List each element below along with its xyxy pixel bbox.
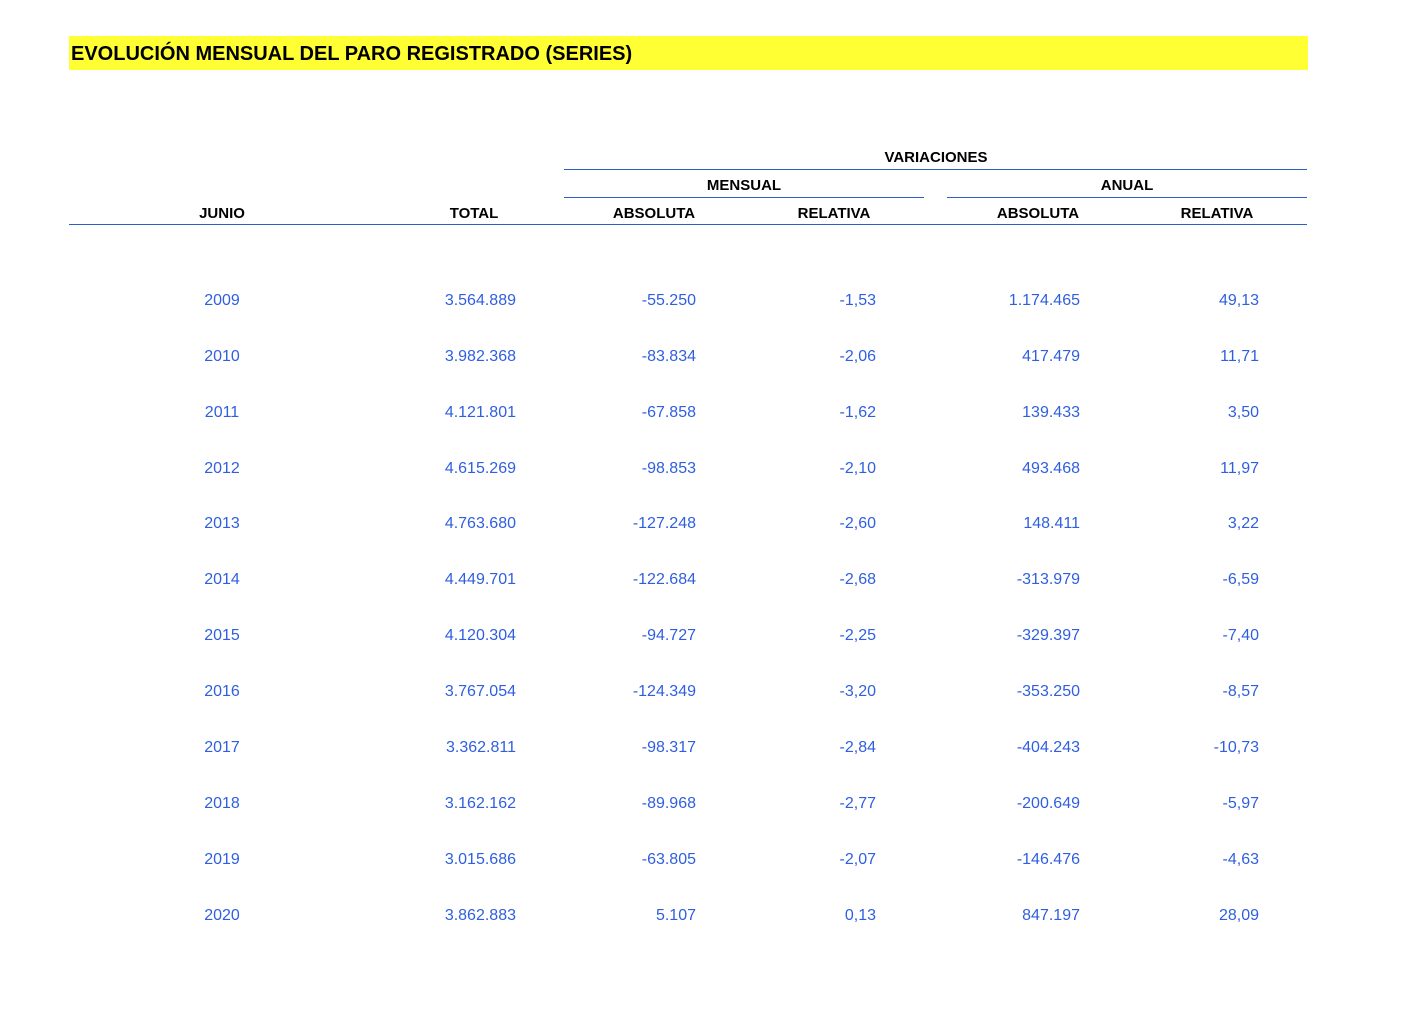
table-row: [0, 739, 1418, 763]
cell-mensual-absoluta: -127.248: [632, 515, 696, 532]
cell-mensual-relativa: -2,77: [839, 795, 876, 812]
cell-mensual-relativa: -2,84: [839, 739, 876, 756]
header-mensual-relativa: RELATIVA: [797, 205, 871, 222]
cell-mensual-absoluta: -98.317: [641, 739, 696, 756]
table-row: [0, 851, 1418, 875]
cell-anual-relativa: 3,22: [1227, 515, 1259, 532]
cell-year: 2018: [204, 795, 240, 812]
cell-mensual-relativa: -2,06: [839, 348, 876, 365]
cell-anual-absoluta: 417.479: [1022, 348, 1080, 365]
cell-anual-relativa: 49,13: [1218, 292, 1259, 309]
header-anual-absoluta: ABSOLUTA: [996, 205, 1080, 222]
cell-anual-absoluta: -146.476: [1016, 851, 1080, 868]
cell-anual-absoluta: 847.197: [1022, 907, 1080, 924]
cell-total: 3.162.162: [444, 795, 516, 812]
cell-year: 2009: [204, 292, 240, 309]
cell-anual-absoluta: -200.649: [1016, 795, 1080, 812]
table-row: [0, 627, 1418, 651]
cell-anual-relativa: -4,63: [1222, 851, 1259, 868]
cell-mensual-absoluta: -63.805: [641, 851, 696, 868]
cell-anual-absoluta: -313.979: [1016, 571, 1080, 588]
cell-total: 3.862.883: [444, 907, 516, 924]
header-mensual-absoluta: ABSOLUTA: [612, 205, 696, 222]
cell-year: 2016: [204, 683, 240, 700]
cell-total: 4.120.304: [444, 627, 516, 644]
cell-mensual-relativa: 0,13: [844, 907, 876, 924]
cell-mensual-absoluta: -83.834: [641, 348, 696, 365]
header-anual: ANUAL: [1100, 177, 1154, 194]
cell-mensual-relativa: -2,60: [839, 515, 876, 532]
cell-year: 2019: [204, 851, 240, 868]
cell-mensual-absoluta: 5.107: [655, 907, 696, 924]
cell-anual-absoluta: -404.243: [1016, 739, 1080, 756]
cell-mensual-relativa: -1,53: [839, 292, 876, 309]
page-title: EVOLUCIÓN MENSUAL DEL PARO REGISTRADO (SERIES): [71, 43, 633, 65]
table-row: [0, 683, 1418, 707]
cell-mensual-relativa: -3,20: [839, 683, 876, 700]
cell-total: 3.767.054: [444, 683, 516, 700]
cell-mensual-relativa: -2,07: [839, 851, 876, 868]
cell-total: 4.449.701: [444, 571, 516, 588]
title-bar: [69, 36, 1308, 70]
cell-total: 3.015.686: [444, 851, 516, 868]
cell-anual-absoluta: 148.411: [1023, 515, 1080, 532]
cell-mensual-absoluta: -98.853: [641, 460, 696, 477]
cell-total: 3.362.811: [446, 739, 516, 756]
table-row: [0, 460, 1418, 484]
cell-year: 2014: [204, 571, 240, 588]
cell-anual-relativa: -10,73: [1213, 739, 1259, 756]
cell-mensual-absoluta: -67.858: [641, 404, 696, 421]
cell-mensual-absoluta: -89.968: [641, 795, 696, 812]
cell-anual-absoluta: 1.174.465: [1008, 292, 1080, 309]
cell-anual-relativa: -8,57: [1222, 683, 1259, 700]
cell-mensual-relativa: -2,10: [839, 460, 876, 477]
cell-mensual-absoluta: -122.684: [632, 571, 696, 588]
header-anual-relativa: RELATIVA: [1180, 205, 1254, 222]
cell-anual-relativa: -6,59: [1222, 571, 1259, 588]
rule-anual: [947, 197, 1307, 198]
cell-anual-absoluta: 493.468: [1022, 460, 1080, 477]
cell-year: 2011: [204, 404, 240, 421]
cell-year: 2013: [204, 515, 240, 532]
table-row: [0, 515, 1418, 539]
table-row: [0, 571, 1418, 595]
cell-mensual-absoluta: -55.250: [641, 292, 696, 309]
cell-mensual-absoluta: -94.727: [641, 627, 696, 644]
header-variaciones: VARIACIONES: [884, 149, 988, 166]
cell-anual-absoluta: -353.250: [1016, 683, 1080, 700]
header-total: TOTAL: [449, 205, 499, 222]
cell-mensual-relativa: -2,25: [839, 627, 876, 644]
cell-year: 2010: [204, 348, 240, 365]
rule-variaciones: [564, 169, 1307, 170]
table-row: [0, 404, 1418, 428]
cell-anual-absoluta: 139.433: [1022, 404, 1080, 421]
header-mensual: MENSUAL: [706, 177, 782, 194]
cell-year: 2020: [204, 907, 240, 924]
cell-mensual-relativa: -2,68: [839, 571, 876, 588]
table-row: [0, 292, 1418, 316]
cell-total: 4.615.269: [444, 460, 516, 477]
cell-mensual-absoluta: -124.349: [632, 683, 696, 700]
rule-header-bottom: [69, 224, 1307, 225]
cell-year: 2012: [204, 460, 240, 477]
cell-anual-relativa: 11,71: [1220, 348, 1259, 365]
cell-total: 3.982.368: [444, 348, 516, 365]
cell-mensual-relativa: -1,62: [839, 404, 876, 421]
cell-year: 2017: [204, 739, 240, 756]
rule-mensual: [564, 197, 924, 198]
table-row: [0, 348, 1418, 372]
cell-anual-relativa: 28,09: [1218, 907, 1259, 924]
header-junio: JUNIO: [199, 205, 245, 222]
cell-anual-relativa: 11,97: [1220, 460, 1259, 477]
cell-anual-relativa: -7,40: [1222, 627, 1259, 644]
cell-total: 3.564.889: [444, 292, 516, 309]
cell-anual-relativa: 3,50: [1227, 404, 1259, 421]
cell-anual-absoluta: -329.397: [1016, 627, 1080, 644]
table-row: [0, 795, 1418, 819]
cell-anual-relativa: -5,97: [1222, 795, 1259, 812]
cell-year: 2015: [204, 627, 240, 644]
table-row: [0, 907, 1418, 931]
cell-total: 4.763.680: [444, 515, 516, 532]
cell-total: 4.121.801: [444, 404, 516, 421]
